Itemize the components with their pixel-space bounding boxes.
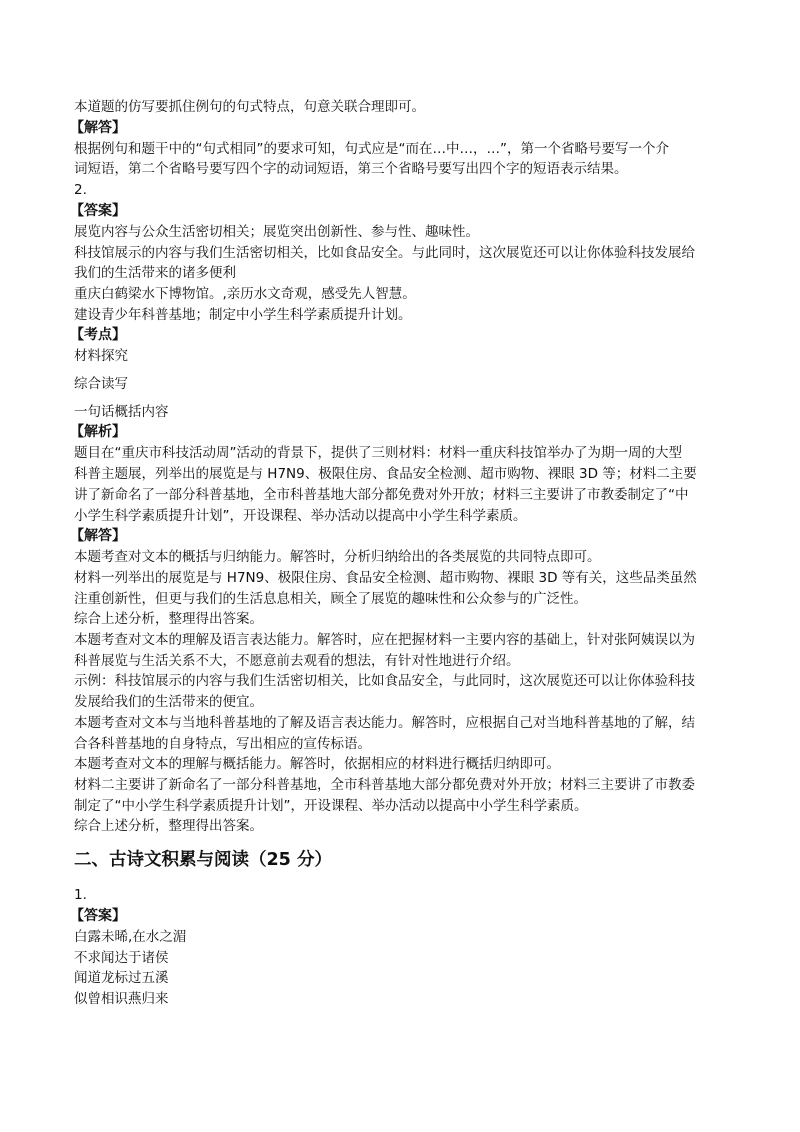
jiexi-line: 科普主题展，列举出的展览是与 H7N9、极限住房、食品安全检测、超市购物、裸眼 3D 等；材料二主要 bbox=[74, 466, 697, 483]
jieda-line: 综合上述分析，整理得出答案。 bbox=[74, 818, 263, 835]
jiexi-line: 讲了新命名了一部分科普基地，全市科普基地大部分都免费对外开放；材料三主要讲了市教委制定了“中 bbox=[74, 486, 689, 503]
jiexi-tag: 【解析】 bbox=[70, 424, 126, 441]
answer-line: 词短语，第二个省略号要写四个字的动词短语，第三个省略号要写出四个字的短语表示结果。 bbox=[74, 161, 628, 178]
kaodian-item: 综合读写 bbox=[74, 376, 128, 393]
answer-tag: 【解答】 bbox=[70, 119, 126, 136]
jieda-line: 本题考查对文本的概括与归纳能力。解答时，分析归纳给出的各类展览的共同特点即可。 bbox=[74, 549, 601, 566]
question-number: 2. bbox=[74, 182, 87, 199]
answer-line: 我们的生活带来的诸多便利 bbox=[74, 265, 236, 282]
answer-tag: 【答案】 bbox=[70, 202, 126, 219]
jiexi-line: 小学生科学素质提升计划”，开设课程、举办活动以提高中小学生科学素质。 bbox=[74, 507, 527, 524]
jieda-line: 制定了“中小学生科学素质提升计划”，开设课程、举办活动以提高中小学生科学素质。 bbox=[74, 797, 588, 814]
answer-line: 科技馆展示的内容与我们生活密切相关，比如食品安全。与此同时，这次展览还可以让你体验科技发展给 bbox=[74, 244, 695, 261]
jieda-line: 本题考查对文本的理解与概括能力。解答时，依据相应的材料进行概括归纳即可。 bbox=[74, 756, 560, 773]
answer-line: 展览内容与公众生活密切相关；展览突出创新性、参与性、趣味性。 bbox=[74, 223, 479, 240]
kaodian-item: 一句话概括内容 bbox=[74, 403, 169, 420]
jieda-tag: 【解答】 bbox=[70, 528, 126, 545]
question-number: 1. bbox=[74, 887, 87, 904]
jieda-line: 材料二主要讲了新命名了一部分科普基地，全市科普基地大部分都免费对外开放；材料三主要讲了市教委 bbox=[74, 776, 695, 793]
jieda-line: 综合上述分析，整理得出答案。 bbox=[74, 611, 263, 628]
jieda-line: 发展给我们的生活带来的便宜。 bbox=[74, 694, 263, 711]
answer-line: 建设青少年科普基地；制定中小学生科学素质提升计划。 bbox=[74, 306, 412, 323]
poem-answer-line: 闻道龙标过五溪 bbox=[74, 970, 169, 987]
section-heading: 二、古诗文积累与阅读（25 分） bbox=[74, 850, 332, 871]
jieda-line: 注重创新性，但更与我们的生活息息相关，顾全了展览的趣味性和公众参与的广泛性。 bbox=[74, 590, 587, 607]
jieda-line: 材料一列举出的展览是与 H7N9、极限住房、食品安全检测、超市购物、裸眼 3D 等有关，这些品类虽然 bbox=[74, 569, 697, 586]
poem-answer-line: 白露未晞,在水之湄 bbox=[74, 928, 187, 945]
jieda-line: 科普展览与生活关系不大，不愿意前去观看的想法，有针对性地进行介绍。 bbox=[74, 652, 520, 669]
poem-answer-line: 似曾相识燕归来 bbox=[74, 990, 169, 1007]
answer-tag: 【答案】 bbox=[70, 907, 126, 924]
jieda-line: 示例：科技馆展示的内容与我们生活密切相关，比如食品安全，与此同时，这次展览还可以让你体验科技 bbox=[74, 673, 695, 690]
answer-line: 重庆白鹤梁水下博物馆。,亲历水文奇观，感受先人智慧。 bbox=[74, 285, 416, 302]
jiexi-line: 题目在“重庆市科技活动周”活动的背景下，提供了三则材料：材料一重庆科技馆举办了为期一周的大型 bbox=[74, 445, 682, 462]
answer-line: 根据例句和题干中的“句式相同”的要求可知，句式应是“而在…中…，…”，第一个省略号要写一个介 bbox=[74, 140, 669, 157]
jieda-line: 本题考查对文本的理解及语言表达能力。解答时，应在把握材料一主要内容的基础上，针对张阿姨误以为 bbox=[74, 632, 695, 649]
poem-answer-line: 不求闻达于诸侯 bbox=[74, 949, 169, 966]
jieda-line: 合各科普基地的自身特点，写出相应的宣传标语。 bbox=[74, 735, 371, 752]
intro-text: 本道题的仿写要抓住例句的句式特点，句意关联合理即可。 bbox=[74, 99, 425, 115]
kaodian-tag: 【考点】 bbox=[70, 327, 126, 344]
jieda-line: 本题考查对文本与当地科普基地的了解及语言表达能力。解答时，应根据自己对当地科普基地的了解，结 bbox=[74, 714, 695, 731]
kaodian-item: 材料探究 bbox=[74, 348, 128, 365]
